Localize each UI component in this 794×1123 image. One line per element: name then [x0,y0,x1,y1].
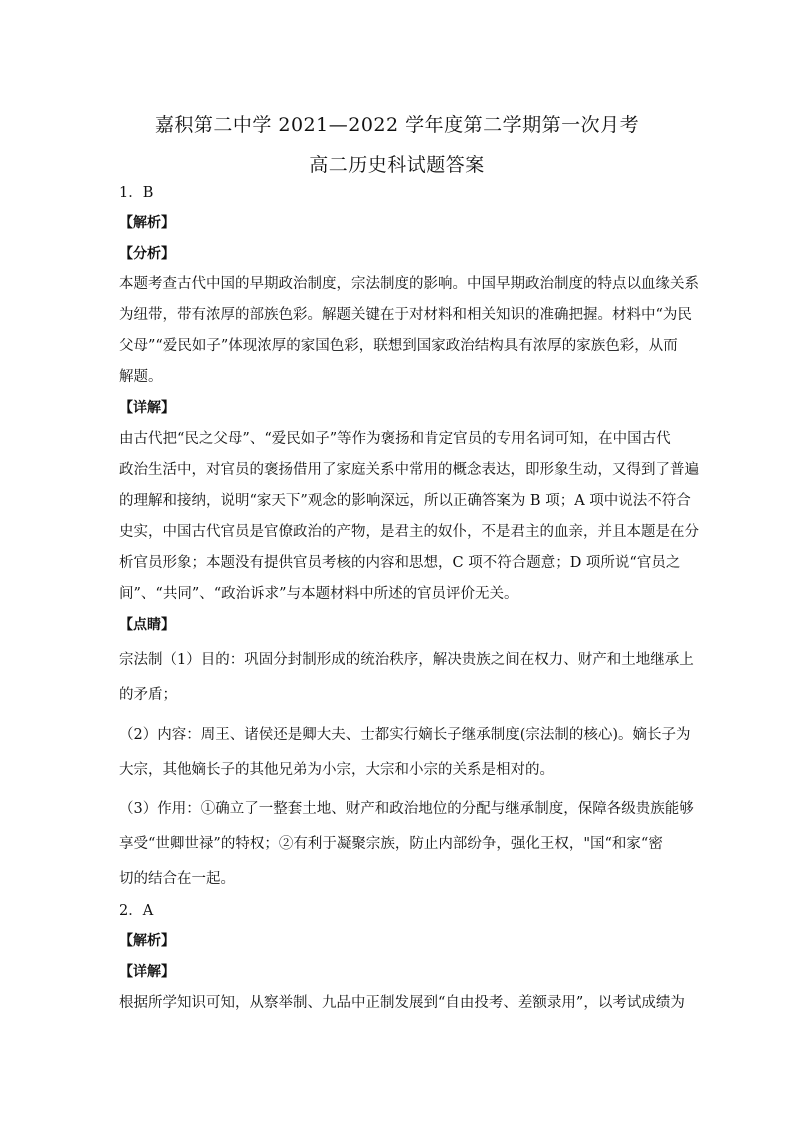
question-number: 2．A [119,903,154,919]
section-heading: 【解析】 [119,933,175,949]
section-heading: 【解析】 [119,215,175,231]
text-line: 解题。 [119,369,163,385]
section-heading: 【分析】 [119,246,175,262]
text-line: 析官员形象；本题没有提供官员考核的内容和思想，C 项不符合题意；D 项所说“官员之 [119,555,681,571]
text-line: 本题考查古代中国的早期政治制度，宗法制度的影响。中国早期政治制度的特点以血缘关系 [119,276,699,292]
text-line: 大宗，其他嫡长子的其他兄弟为小宗，大宗和小宗的关系是相对的。 [119,762,554,778]
text-line: 根据所学知识可知，从察举制、九品中正制发展到“自由投考、差额录用”，以考试成绩为 [119,995,685,1011]
text-line: 享受“世卿世禄”的特权；②有利于凝聚宗族，防止内部纷争，强化王权，"国“和家“密 [119,836,663,852]
section-heading: 【详解】 [119,964,175,980]
text-line: 宗法制（1）目的：巩固分封制形成的统治秩序，解决贵族之间在权力、财产和土地继承上 [119,652,694,668]
section-heading: 【详解】 [119,400,175,416]
text-line: 史实，中国古代官员是官僚政治的产物，是君主的奴仆，不是君主的血亲，并且本题是在分 [119,524,699,540]
text-line: 的理解和接纳，说明“家天下”观念的影响深远，所以正确答案为 B 项；A 项中说法不符合 [119,493,691,509]
text-line: 政治生活中，对官员的褒扬借用了家庭关系中常用的概念表达，即形象生动，又得到了普遍 [119,462,699,478]
text-line: （3）作用：①确立了一整套土地、财产和政治地位的分配与继承制度，保障各级贵族能够 [119,801,694,817]
text-line: 切的结合在一起。 [119,871,235,887]
text-line: 父母”“爱民如子”体现浓厚的家国色彩，联想到国家政治结构具有浓厚的家族色彩，从而 [119,338,678,354]
section-heading: 【点睛】 [119,617,175,633]
text-line: 间”、“共同”、“政治诉求”与本题材料中所述的官员评价无关。 [119,586,519,602]
document-subtitle: 高二历史科试题答案 [309,154,485,176]
text-line: 为纽带，带有浓厚的部族色彩。解题关键在于对材料和相关知识的准确把握。材料中“为民 [119,307,692,323]
document-title: 嘉积第二中学 2021—2022 学年度第二学期第一次月考 [154,114,640,136]
text-line: 由古代把“民之父母”、“爱民如子”等作为褒扬和肯定官员的专用名词可知，在中国古代 [119,431,671,447]
question-number: 1．B [119,185,154,201]
text-line: （2）内容：周王、诸侯还是卿大夫、士都实行嫡长子继承制度(宗法制的核心)。嫡长子为 [119,727,691,743]
text-line: 的矛盾； [119,687,177,703]
